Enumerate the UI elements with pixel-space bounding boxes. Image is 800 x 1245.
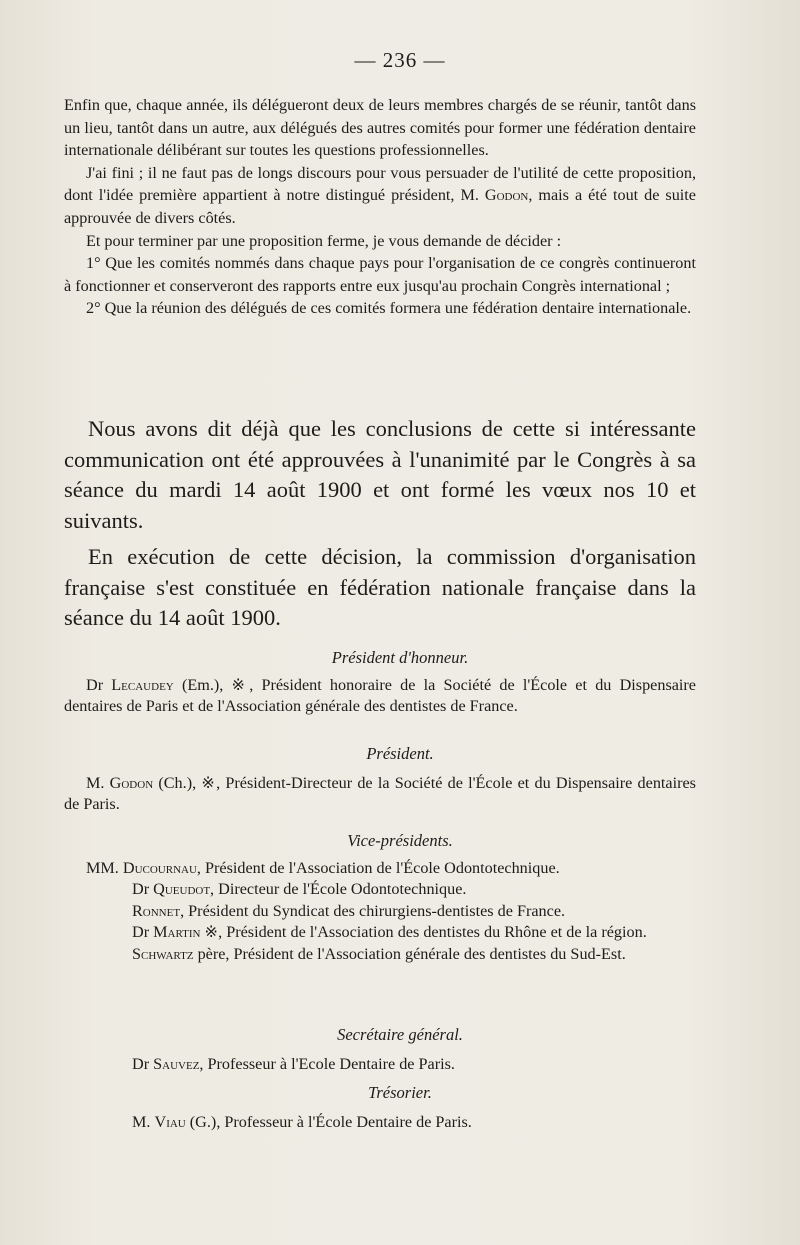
entry-description: père, Président de l'Association générale des dentistes du Sud-Est. [193, 944, 626, 963]
section-title: Secrétaire général. [337, 1025, 463, 1044]
section-president [64, 743, 696, 816]
entry-description: ※, Président de l'Association des dentistes du Rhône et de la région. [200, 923, 647, 941]
vice-president-item [86, 858, 696, 880]
entry-lead: MM. [86, 858, 123, 877]
entry-description: (Em.), ※, Président honoraire de la Société de l'École et du Dispensaire dentaires de Paris et de l'Association générale des dentistes de France. [64, 675, 696, 715]
page-number: — 236 — [354, 48, 446, 72]
section-secretaire [64, 1024, 696, 1075]
section-title: Président. [366, 744, 434, 763]
entry-text [132, 1054, 696, 1076]
entry-prefix: Dr [132, 880, 154, 898]
section-vice-presidents [64, 830, 696, 965]
entry-description: (G.), Professeur à l'École Dentaire de Paris. [185, 1112, 472, 1131]
entry-name: Martin [153, 923, 201, 941]
intro-p2-name: Godon [484, 186, 529, 205]
section-title: Trésorier. [368, 1083, 432, 1102]
entry-prefix: M. [86, 773, 110, 792]
entry-name: Sauvez [153, 1054, 200, 1073]
entry-description: , Directeur de l'École Odontotechnique. [210, 880, 467, 898]
entry-description: (Ch.), ※, Président-Directeur de la Société de l'École et du Dispensaire dentaires de Paris. [64, 773, 696, 813]
entry-prefix: Dr [132, 1054, 154, 1073]
entry-prefix: Dr [132, 923, 154, 941]
section-title: Vice-présidents. [347, 831, 453, 850]
entry-text [132, 1112, 696, 1134]
section-tresorier [64, 1082, 696, 1133]
entry-description: , Président du Syndicat des chirurgiens-dentistes de France. [180, 901, 566, 920]
main-block [64, 414, 696, 640]
main-paragraph-1: Nous avons dit déjà que les conclusions de cette si intéressante communication ont été approuvées à l'unanimité par le Congrès à sa séance du mardi 14 août 1900 et ont formé les vœux nos 10 et suivants. [64, 416, 696, 533]
entry-text [64, 773, 696, 816]
entry-description: , Professeur à l'Ecole Dentaire de Paris. [199, 1054, 455, 1073]
entry-name: Godon [109, 773, 154, 792]
entry-name: Viau [154, 1112, 186, 1131]
entry-name: Schwartz [132, 944, 194, 963]
vice-president-item [64, 944, 696, 966]
entry-text [64, 675, 696, 718]
entry-name: Lecaudey [111, 675, 174, 694]
intro-p2-text-a: J'ai fini ; il ne faut pas de longs discours pour vous persuader de l'utilité de cette proposition, dont l'idée première appartient à notre distingué président, M. [64, 163, 696, 205]
intro-p2-text-b: , mais a été tout de suite approuvée de divers côtés. [64, 186, 696, 227]
vice-president-item [64, 879, 696, 901]
entry-description: , Président de l'Association de l'École Odontotechnique. [196, 858, 560, 877]
intro-block [64, 94, 696, 320]
vice-president-item [64, 901, 696, 923]
intro-paragraph-1: Enfin que, chaque année, ils délégueront deux de leurs membres chargés de se réunir, tantôt dans un lieu, tantôt dans un autre, aux délégués des autres comités pour former une fédération dentaire internationale délibérant sur toutes les questions professionnelles. [64, 96, 696, 160]
section-president-honneur [64, 647, 696, 718]
intro-paragraph-2 [64, 162, 696, 230]
intro-paragraph-3: Et pour terminer par une proposition ferme, je vous demande de décider : [86, 231, 562, 250]
entry-name: Ducournau [122, 858, 197, 877]
intro-paragraph-5: 2° Que la réunion des délégués de ces comités formera une fédération dentaire internationale. [86, 299, 692, 318]
vice-president-item [64, 922, 696, 944]
entry-name: Queudot [153, 880, 211, 898]
main-paragraph-2: En exécution de cette décision, la commission d'organisation française s'est constituée en fédération nationale française dans la séance du 14 août 1900. [64, 544, 696, 630]
section-title: Président d'honneur. [331, 648, 469, 667]
entry-name: Ronnet [132, 901, 181, 920]
entry-prefix: M. [132, 1112, 155, 1131]
entry-prefix: Dr [86, 675, 112, 694]
intro-paragraph-4: 1° Que les comités nommés dans chaque pays pour l'organisation de ce congrès continueront à fonctionner et conserveront des rapports entre eux jusqu'au prochain Congrès international ; [64, 254, 696, 295]
